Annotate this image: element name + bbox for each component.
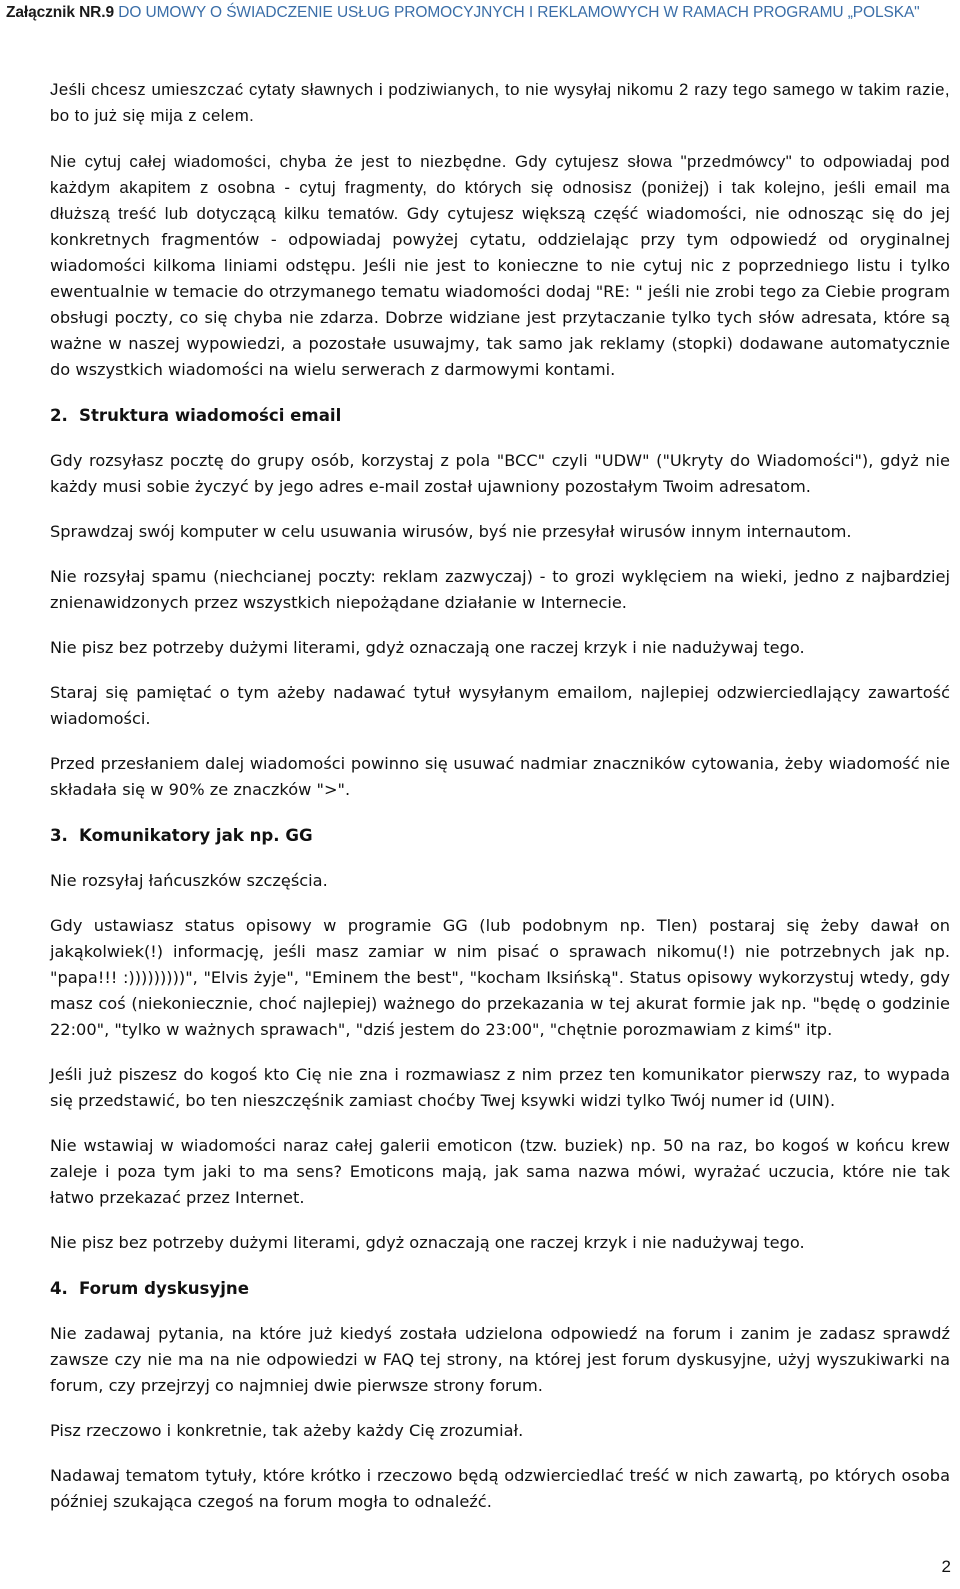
section-3-heading (50, 823, 950, 849)
section-2-paragraph: Staraj się pamiętać o tym ażeby nadawać tytuł wysyłanym emailom, najlepiej odzwierciedlający zawartość wiadomości. (50, 683, 950, 728)
section-3-paragraph: Nie rozsyłaj łańcuszków szczęścia. (50, 871, 328, 890)
intro-paragraph-2-part-a: Nie cytuj całej wiadomości, chyba że jest to niezbędne. Gdy cytujesz słowa "przedmówcy" to odpowiadaj pod każdym akapitem z osobna - cytuj fragmenty, do których się odnosisz (poniżej) i tak kolejno, jeśli email ma dłuższą treść lub dotyczącą kilku tematów. (50, 152, 950, 223)
section-2-title: Struktura wiadomości email (79, 406, 342, 425)
header-title: DO UMOWY O ŚWIADCZENIE USŁUG PROMOCYJNYCH I REKLAMOWYCH W RAMACH PROGRAMU „POLSKA" (114, 4, 920, 21)
section-3-paragraph: Nie pisz bez potrzeby dużymi literami, gdyż oznaczają one raczej krzyk i nie nadużywaj tego. (50, 1233, 805, 1252)
page-number: 2 (941, 1557, 951, 1576)
section-2-paragraph: Sprawdzaj swój komputer w celu usuwania wirusów, byś nie przesyłał wirusów innym internautom. (50, 522, 852, 541)
intro-paragraph-2 (50, 149, 950, 383)
section-4-paragraph: Nie zadawaj pytania, na które już kiedyś została udzielona odpowiedź na forum i zanim je zadasz sprawdź zawsze czy nie ma na nie odpowiedzi w FAQ tej strony, na której jest forum dyskusyjne, użyj wyszukiwarki na forum, czy przejrzyj co najmniej dwie pierwsze strony forum. (50, 1324, 950, 1395)
section-2-heading (50, 403, 950, 429)
section-4-heading (50, 1276, 950, 1302)
section-4-number: 4. (50, 1279, 68, 1298)
section-2-number: 2. (50, 406, 68, 425)
section-3-paragraph: Nie wstawiaj w wiadomości naraz całej galerii emoticon (tzw. buziek) np. 50 na raz, bo kogoś w końcu krew zaleje i poza tym jaki to ma sens? Emoticons mają, jak sama nazwa mówi, wyrażać uczucia, które nie tak łatwo przekazać przez Internet. (50, 1136, 950, 1207)
section-3-title: Komunikatory jak np. GG (79, 826, 313, 845)
section-4-paragraph: Nadawaj tematom tytuły, które krótko i rzeczowo będą odzwierciedlać treść w nich zawartą, po których osoba później szukająca czegoś na forum mogła to odnaleźć. (50, 1466, 950, 1511)
section-2-paragraph: Nie pisz bez potrzeby dużymi literami, gdyż oznaczają one raczej krzyk i nie nadużywaj tego. (50, 638, 805, 657)
section-2-paragraph: Gdy rozsyłasz pocztę do grupy osób, korzystaj z pola "BCC" czyli "UDW" ("Ukryty do Wiadomości"), gdyż nie każdy musi sobie życzyć by jego adres e-mail został ujawniony pozostałym Twoim adresatom. (50, 451, 950, 496)
section-2-paragraph: Nie rozsyłaj spamu (niechcianej poczty: reklam zazwyczaj) - to grozi wyklęciem na wieki, jedno z najbardziej znienawidzonych przez wszystkich niepożądane działanie w Internecie. (50, 567, 950, 612)
section-2-paragraph: Przed przesłaniem dalej wiadomości powinno się usuwać nadmiar znaczników cytowania, żeby wiadomość nie składała się w 90% ze znaczków ">". (50, 754, 950, 799)
section-4-paragraph: Pisz rzeczowo i konkretnie, tak ażeby każdy Cię zrozumiał. (50, 1421, 524, 1440)
intro-paragraph-1: Jeśli chcesz umieszczać cytaty sławnych i podziwianych, to nie wysyłaj nikomu 2 razy tego samego w takim razie, bo to już się mija z celem. (50, 80, 950, 125)
section-3-paragraph: Gdy ustawiasz status opisowy w programie GG (lub podobnym np. Tlen) postaraj się żeby dawał on jakąkolwiek(!) informację, jeśli masz zamiar w nim pisać o sprawach nikomu(!) nie potrzebnych jak np. "papa!!! :)))))))))", "Elvis żyje", "Eminem the best", "kocham Iksińską". Status opisowy wykorzystuj wtedy, gdy masz coś (niekoniecznie, choć najlepiej) ważnego do przekazania w tej akurat formie jak np. "będę o godzinie 22:00", "tylko w ważnych sprawach", "dziś jestem do 23:00", "chętnie porozmawiam z kimś" itp. (50, 916, 950, 1039)
section-3-number: 3. (50, 826, 68, 845)
section-4-title: Forum dyskusyjne (79, 1279, 249, 1298)
attachment-label: Załącznik NR.9 (6, 4, 115, 21)
section-3-paragraph: Jeśli już piszesz do kogoś kto Cię nie zna i rozmawiasz z nim przez ten komunikator pierwszy raz, to wypada się przedstawić, bo ten nieszczęśnik zamiast choćby Twej ksywki widzi tylko Twój numer id (UIN). (50, 1065, 950, 1110)
document-body (50, 77, 950, 1515)
page-header (6, 3, 956, 23)
intro-paragraph-2-part-b: Gdy cytujesz większą część wiadomości, nie odnosząc się do jej konkretnych fragmentów - odpowiadaj powyżej cytatu, oddzielając przy tym odpowiedź od oryginalnej wiadomości kilkoma liniami odstępu. Jeśli nie jest to konieczne to nie cytuj nic z poprzedniego listu i tylko ewentualnie w temacie do otrzymanego tematu wiadomości dodaj "RE: " jeśli nie zrobi tego za Ciebie program obsługi poczty, co się chyba nie zdarza. Dobrze widziane jest przytaczanie tylko tych słów adresata, które są ważne w naszej wypowiedzi, a pozostałe usuwajmy, tak samo jak reklamy (stopki) dodawane automatycznie do wszystkich wiadomości na wielu serwerach z darmowymi kontami. (50, 204, 950, 379)
